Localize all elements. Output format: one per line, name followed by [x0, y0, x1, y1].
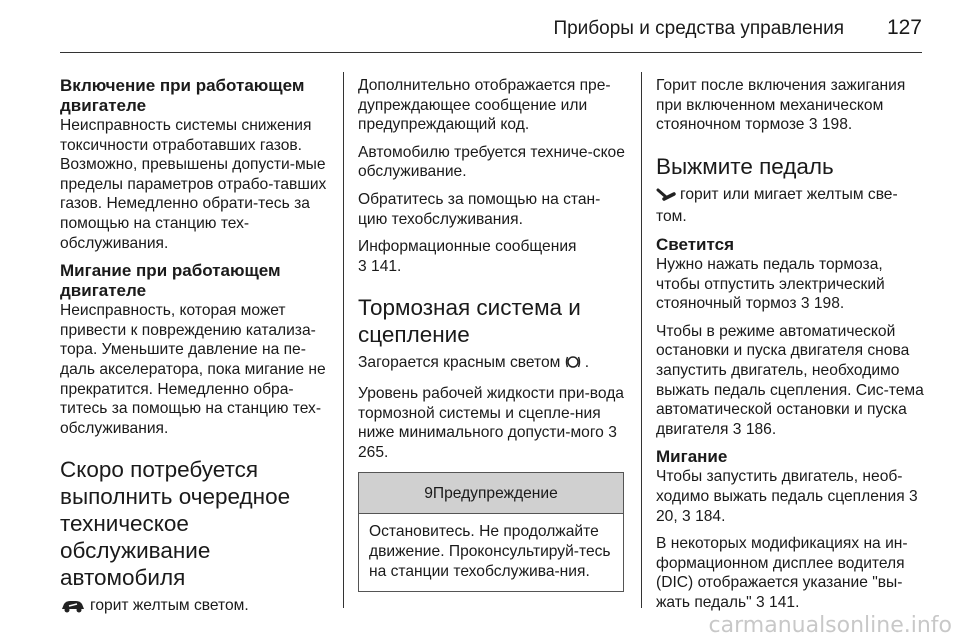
section-text: Неисправность, которая может привести к повреждению катализа-тора. Уменьшите давление на пе-даль акселератора, пока мигание не прекратится. Немедленно обра-титесь за помощью на станцию тех-обслуживания.	[60, 302, 326, 437]
section-heading: Скоро потребуется выполнить очередное техническое обслуживание автомобиля	[60, 457, 291, 591]
paragraph: Загорается красным светом .	[358, 353, 626, 376]
page-reference: 3 141.	[358, 257, 402, 275]
column-2	[358, 76, 626, 592]
ref-arrow: 3	[682, 507, 691, 525]
paragraph: Информационные сообщения	[358, 238, 577, 256]
column-3	[656, 76, 926, 612]
section-heading: Тормозная система и сцепление	[358, 295, 581, 348]
warning-text: Остановитесь. Не продолжайте движение. Проконсультируй-тесь на станции техобслужива-ния.	[369, 523, 611, 580]
paragraph: Нужно нажать педаль тормоза, чтобы отпустить электрический стояночный тормоз 3 198.	[656, 255, 885, 313]
page-number: 127	[886, 16, 922, 39]
header-title: Приборы и средства управления	[553, 18, 844, 39]
ref-arrow: 3	[358, 257, 367, 275]
warning-title: Предупреждение	[432, 484, 558, 502]
page-header	[60, 0, 922, 53]
section-heading: Мигание	[656, 447, 728, 467]
paragraph: Автомобилю требуется техниче-ское обслуживание.	[358, 143, 625, 181]
paragraph: горит или мигает желтым све-том.	[656, 185, 898, 226]
paragraph: Уровень рабочей жидкости при-вода тормозной системы и сцепле-ния ниже минимального допусти-мого 3 265.	[358, 384, 624, 461]
section-text: горит желтым светом.	[60, 596, 328, 619]
column-1	[60, 76, 328, 619]
paragraph: Чтобы запустить двигатель, необ-ходимо выжать педаль сцепления 3 20, 3 184.	[656, 468, 918, 525]
section-heading: Светится	[656, 234, 734, 254]
warning-mark: 9	[424, 484, 433, 502]
car-wrench-icon	[60, 599, 86, 619]
paragraph: Горит после включения зажигания при включенном механическом стояночном тормозе 3 198.	[656, 77, 906, 134]
ref-arrow: 3	[808, 116, 818, 134]
ref-arrow: 3	[800, 295, 810, 313]
warning-header	[359, 473, 623, 514]
paragraph: Обратитесь за помощью на стан-цию техобслуживания.	[358, 190, 601, 228]
paragraph: Дополнительно отображается пре-дупреждающее сообщение или предупреждающий код.	[358, 77, 611, 134]
section-heading: Включение при работающем двигателе	[60, 76, 305, 115]
ref-arrow: 3	[732, 420, 742, 438]
warning-box	[358, 472, 624, 592]
column-divider	[641, 72, 642, 608]
paragraph: Чтобы в режиме автоматической остановки и пуска двигателя снова запустить двигатель, необходимо выжать педаль сцепления. Сис-тема автоматической остановки и пуска двигателя 3 186.	[656, 322, 924, 438]
paragraph: В некоторых модификациях на ин-формационном дисплее водителя (DIC) отображается указание "вы-жать педаль" 3 141.	[656, 535, 908, 611]
section-heading: Выжмите педаль	[656, 153, 834, 179]
section-heading: Мигание при работающем двигателе	[60, 261, 281, 301]
ref-arrow: 3	[909, 487, 918, 505]
column-divider	[343, 72, 344, 608]
pedal-icon	[656, 188, 676, 208]
section-text: Неисправность системы снижения токсичности отработавших газов. Возможно, превышены допусти-мые пределы параметров отрабо-тавших газов. Немедленно обрати-тесь за помощью на станцию тех-обслуживания.	[60, 117, 327, 252]
watermark: carmanualsonline.info	[708, 613, 952, 638]
brake-circle-icon	[565, 354, 581, 376]
ref-arrow: 3	[756, 593, 765, 611]
ref-arrow: 3	[608, 424, 617, 442]
